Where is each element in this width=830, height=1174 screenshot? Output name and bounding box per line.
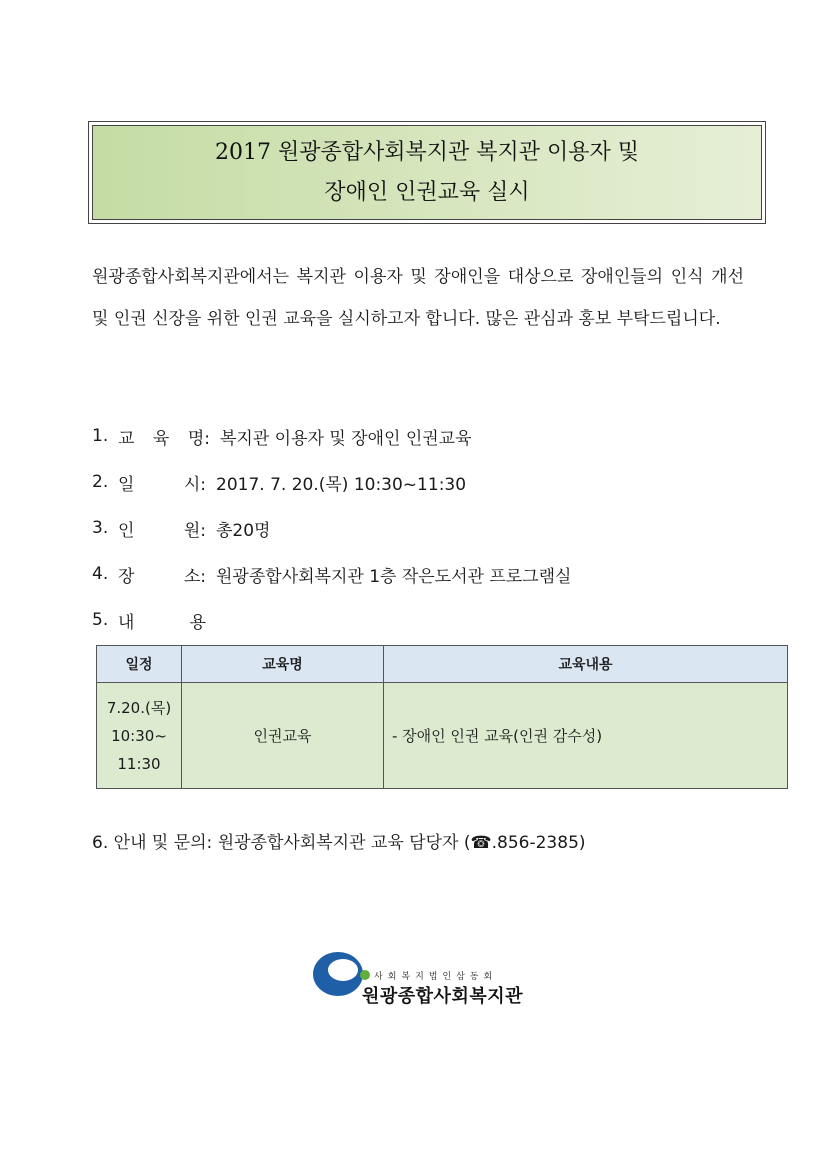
label-char: 명:: [187, 428, 210, 449]
contact-label: 안내 및 문의:: [113, 833, 213, 853]
item-value: 원광종합사회복지관 1층 작은도서관 프로그램실: [216, 566, 572, 587]
title-banner: [92, 125, 762, 220]
cell-date: [97, 683, 182, 789]
cell-course-content: - 장애인 인권 교육(인권 감수성): [384, 683, 788, 789]
label-char: 시:: [183, 474, 206, 495]
item-label: [118, 516, 210, 541]
label-char: 용: [189, 612, 206, 633]
item-value: 복지관 이용자 및 장애인 인권교육: [220, 428, 472, 449]
contact-line: [92, 828, 586, 853]
header-schedule: 일정: [97, 646, 182, 683]
item-number: 2.: [92, 472, 109, 492]
table-header-row: [97, 646, 788, 683]
label-char: 장: [118, 566, 135, 587]
info-list: [92, 413, 792, 643]
date-line: 11:30: [117, 754, 161, 773]
contact-value: 원광종합사회복지관 교육 담당자 (☎.856-2385): [217, 833, 586, 853]
title-line-2: 장애인 인권교육 실시: [324, 179, 530, 205]
info-item-location: [92, 551, 792, 597]
contact-number: 6.: [92, 833, 109, 853]
item-label: [118, 470, 210, 495]
label-char: 내: [118, 612, 135, 633]
item-value: 총20명: [216, 520, 271, 541]
header-course-name: 교육명: [182, 646, 384, 683]
item-number: 1.: [92, 426, 109, 446]
table-row: [97, 683, 788, 789]
label-char: 일: [118, 474, 135, 495]
title-box: [88, 121, 766, 224]
intro-paragraph: 원광종합사회복지관에서는 복지관 이용자 및 장애인을 대상으로 장애인들의 인식 개선 및 인권 신장을 위한 인권 교육을 실시하고자 합니다. 많은 관심과 홍보 부탁드립니다.: [92, 267, 744, 329]
item-number: 4.: [92, 564, 109, 584]
label-char: 소:: [183, 566, 206, 587]
date-line: 7.20.(목): [106, 698, 172, 717]
label-char: 교: [118, 428, 135, 449]
label-char: 육: [152, 428, 170, 449]
organization-logo: [310, 948, 550, 1008]
info-item-date: [92, 459, 792, 505]
info-item-attendees: [92, 505, 792, 551]
item-value: 2017. 7. 20.(목) 10:30~11:30: [216, 474, 467, 495]
info-item-course: [92, 413, 792, 459]
logo-name: 원광종합사회복지관: [362, 986, 523, 1007]
item-label: [118, 562, 210, 587]
info-item-contents: [92, 597, 792, 643]
item-label: [118, 424, 214, 449]
logo-subtitle: 사회복지법인삼동회: [374, 972, 498, 982]
header-course-content: 교육내용: [384, 646, 788, 683]
label-char: 인: [118, 520, 135, 541]
date-line: 10:30~: [111, 726, 167, 745]
label-char: 원:: [183, 520, 206, 541]
schedule-table: [96, 645, 788, 789]
item-number: 5.: [92, 610, 109, 630]
item-label: [118, 608, 210, 633]
item-number: 3.: [92, 518, 109, 538]
title-line-1: 2017 원광종합사회복지관 복지관 이용자 및: [215, 139, 639, 165]
cell-course-name: 인권교육: [182, 683, 384, 789]
